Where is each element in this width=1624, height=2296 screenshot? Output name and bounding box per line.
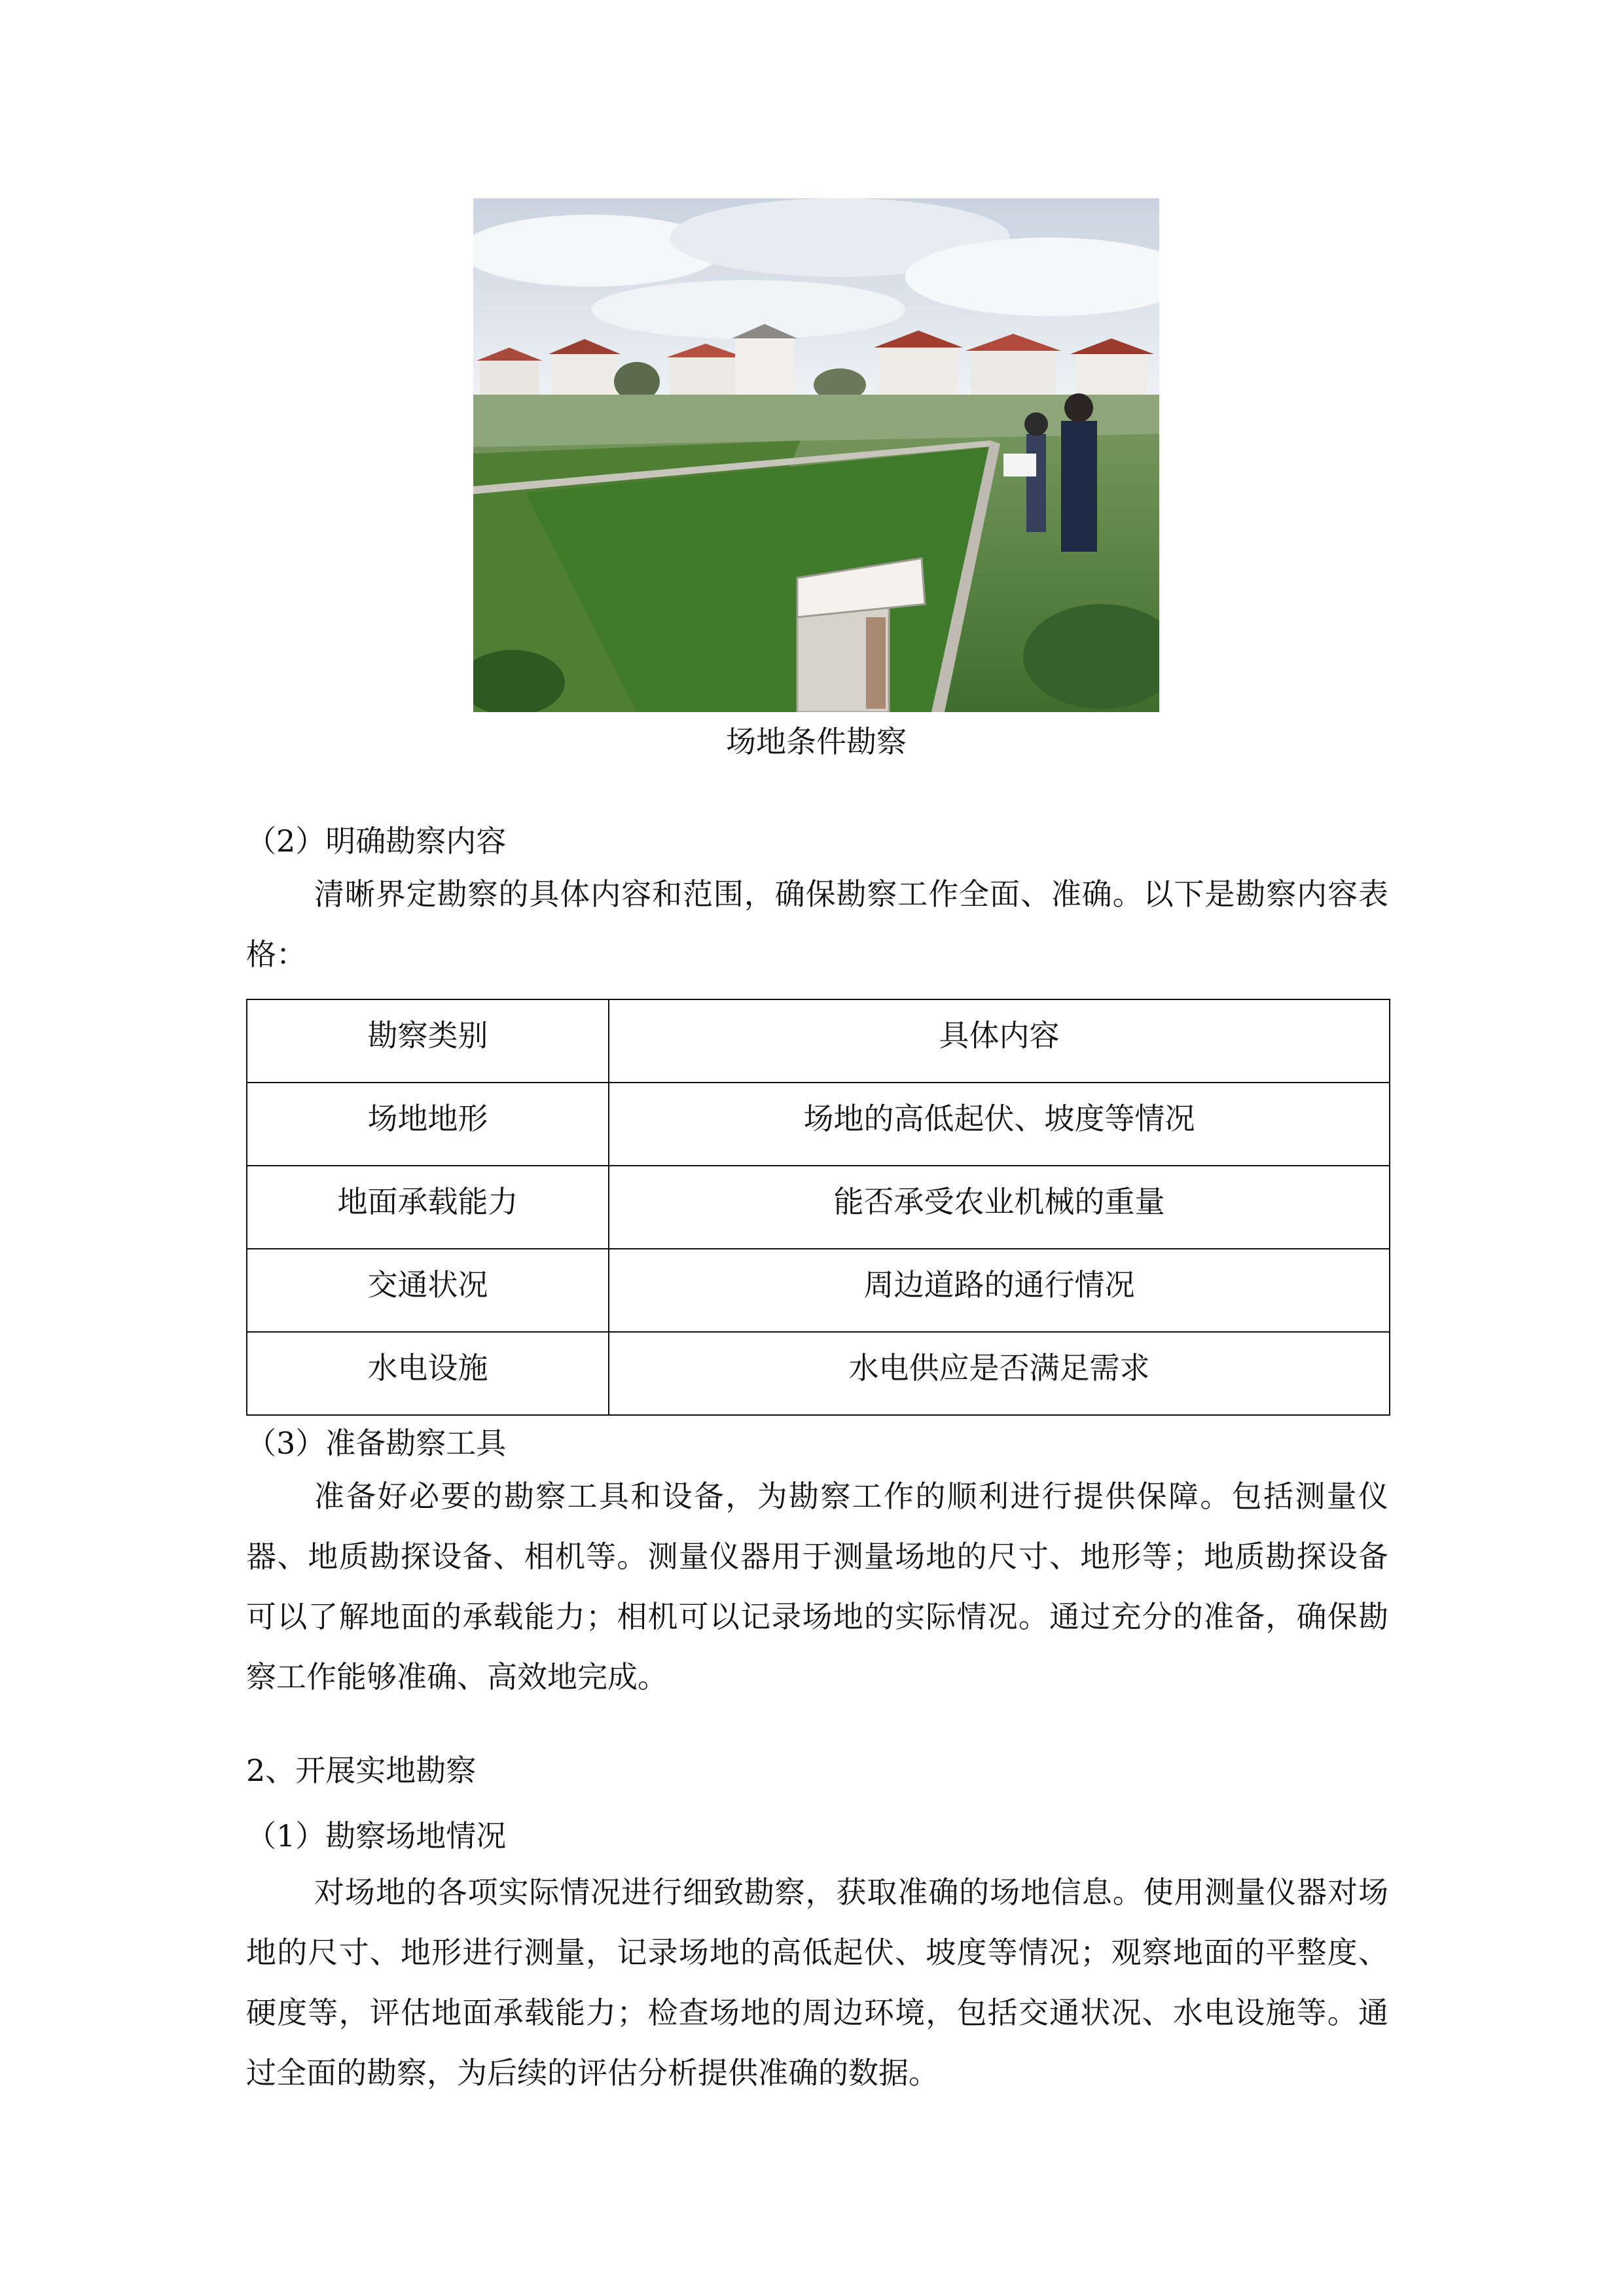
paragraph-prepare-tools: 准备好必要的勘察工具和设备，为勘察工作的顺利进行提供保障。包括测量仪器、地质勘探设备、相机等。测量仪器用于测量场地的尺寸、地形等；地质勘探设备可以了解地面的承载能力；相机可以记录场地的实际情况。通过充分的准备，确保勘察工作能够准确、高效地完成。: [246, 1479, 1388, 1695]
paragraph-survey-site: 对场地的各项实际情况进行细致勘察，获取准确的场地信息。使用测量仪器对场地的尺寸、地形进行测量，记录场地的高低起伏、坡度等情况；观察地面的平整度、硬度等，评估地面承载能力；检查场地的周边环境，包括交通状况、水电设施等。通过全面的勘察，为后续的评估分析提供准确的数据。: [246, 1874, 1388, 2090]
survey-content-table: [246, 999, 1390, 1416]
table-cell: 场地的高低起伏、坡度等情况: [609, 1083, 1390, 1166]
table-cell: 水电设施: [247, 1332, 609, 1415]
section-heading-clarify-content: （2）明确勘察内容: [246, 823, 507, 859]
site-survey-photo: [473, 198, 1159, 712]
section-heading-prepare-tools: （3）准备勘察工具: [246, 1426, 507, 1461]
table-header-content: 具体内容: [609, 999, 1390, 1083]
part-heading-field-survey: 2、开展实地勘察: [246, 1753, 477, 1788]
table-cell: 场地地形: [247, 1083, 609, 1166]
table-header-row: [247, 999, 1390, 1083]
table-cell: 周边道路的通行情况: [609, 1249, 1390, 1332]
table-cell: 地面承载能力: [247, 1166, 609, 1249]
table-cell: 能否承受农业机械的重量: [609, 1166, 1390, 1249]
table-row: [247, 1332, 1390, 1415]
table-cell: 交通状况: [247, 1249, 609, 1332]
table-cell: 水电供应是否满足需求: [609, 1332, 1390, 1415]
sub-heading-survey-site: （1）勘察场地情况: [246, 1818, 507, 1854]
paragraph-clarify-content: 清晰界定勘察的具体内容和范围，确保勘察工作全面、准确。以下是勘察内容表格：: [246, 876, 1388, 972]
figure-caption: 场地条件勘察: [726, 724, 907, 759]
table-row: [247, 1166, 1390, 1249]
table-row: [247, 1249, 1390, 1332]
table-header-category: 勘察类别: [247, 999, 609, 1083]
table-row: [247, 1083, 1390, 1166]
